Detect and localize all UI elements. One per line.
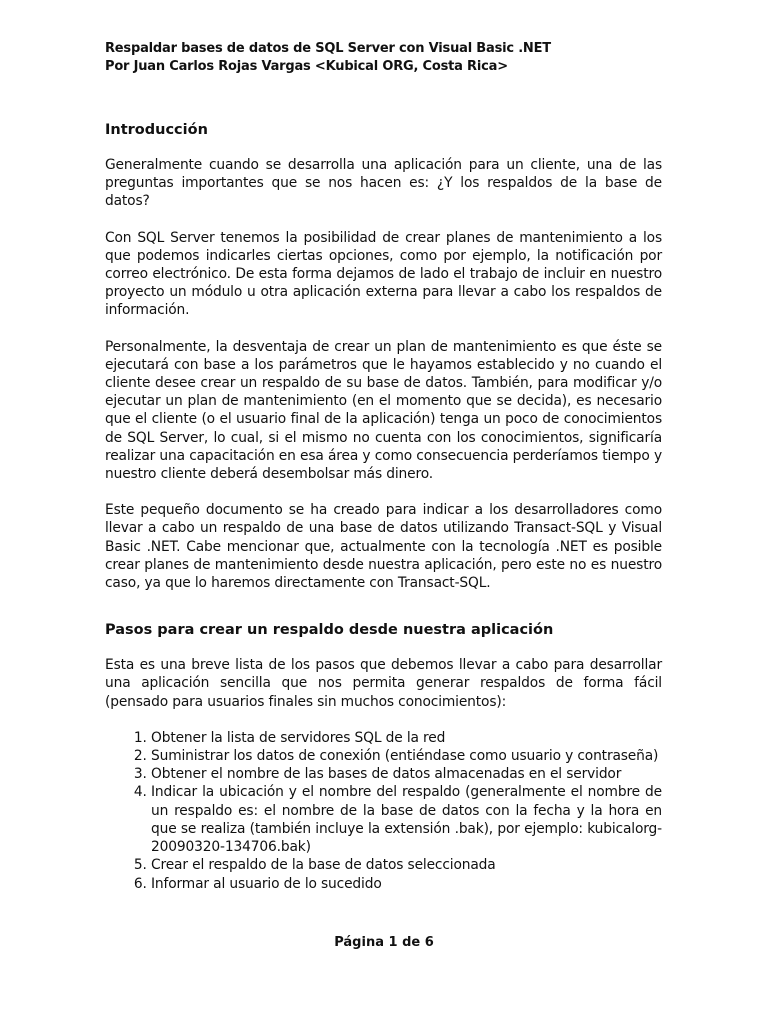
list-item: 5. Crear el respaldo de la base de datos seleccionada xyxy=(151,856,662,874)
intro-paragraph: Este pequeño documento se ha creado para indicar a los desarrolladores como llevar a cabo un respaldo de una base de datos utilizando Transact-SQL y Visual Basic .NET. Cabe mencionar que, actualmente con la tecnología .NET es posible crear planes de mantenimiento desde nuestra aplicación, pero este no es nuestro caso, ya que lo haremos directamente con Transact-SQL. xyxy=(105,502,662,592)
page-number: Página 1 de 6 xyxy=(334,935,434,950)
section-heading-introduccion: Introducción xyxy=(105,122,208,138)
document-page xyxy=(105,40,662,893)
list-item: 2. Suministrar los datos de conexión (entiéndase como usuario y contraseña) xyxy=(151,747,662,765)
list-item: 4. Indicar la ubicación y el nombre del respaldo (generalmente el nombre de un respaldo es: el nombre de la base de datos con la fecha y la hora en que se realiza (también incluye la extensión .bak), por ejemplo: kubicalorg-20090320-134706.bak) xyxy=(151,783,662,856)
document-author: Por Juan Carlos Rojas Vargas <Kubical ORG, Costa Rica> xyxy=(105,59,508,74)
document-title: Respaldar bases de datos de SQL Server con Visual Basic .NET xyxy=(105,41,551,56)
intro-paragraph: Generalmente cuando se desarrolla una aplicación para un cliente, una de las preguntas importantes que se nos hacen es: ¿Y los respaldos de la base de datos? xyxy=(105,157,662,210)
section-heading-pasos: Pasos para crear un respaldo desde nuestra aplicación xyxy=(105,622,554,639)
intro-paragraph: Personalmente, la desventaja de crear un plan de mantenimiento es que éste se ejecutará con base a los parámetros que le hayamos establecido y no cuando el cliente desee crear un respaldo de su base de datos. También, para modificar y/o ejecutar un plan de mantenimiento (en el momento que se decida), es necesario que el cliente (o el usuario final de la aplicación) tenga un poco de conocimientos de SQL Server, lo cual, si el mismo no cuenta con los conocimientos, significaría realizar una capacitación en esa área y como consecuencia perderíamos tiempo y nuestro cliente deberá desembolsar más dinero. xyxy=(105,338,662,483)
intro-paragraph: Con SQL Server tenemos la posibilidad de crear planes de mantenimiento a los que podemos indicarles ciertas opciones, como por ejemplo, la notificación por correo electrónico. De esta forma dejamos de lado el trabajo de incluir en nuestro proyecto un módulo u otra aplicación externa para llevar a cabo los respaldos de información. xyxy=(105,229,662,319)
list-item: 3. Obtener el nombre de las bases de datos almacenadas en el servidor xyxy=(151,765,662,783)
list-item: 6. Informar al usuario de lo sucedido xyxy=(151,875,662,893)
list-item: 1. Obtener la lista de servidores SQL de la red xyxy=(151,729,662,747)
steps-paragraph: Esta es una breve lista de los pasos que debemos llevar a cabo para desarrollar una aplicación sencilla que nos permita generar respaldos de forma fácil (pensado para usuarios finales sin muchos conocimientos): xyxy=(105,657,662,710)
steps-list xyxy=(105,729,662,893)
